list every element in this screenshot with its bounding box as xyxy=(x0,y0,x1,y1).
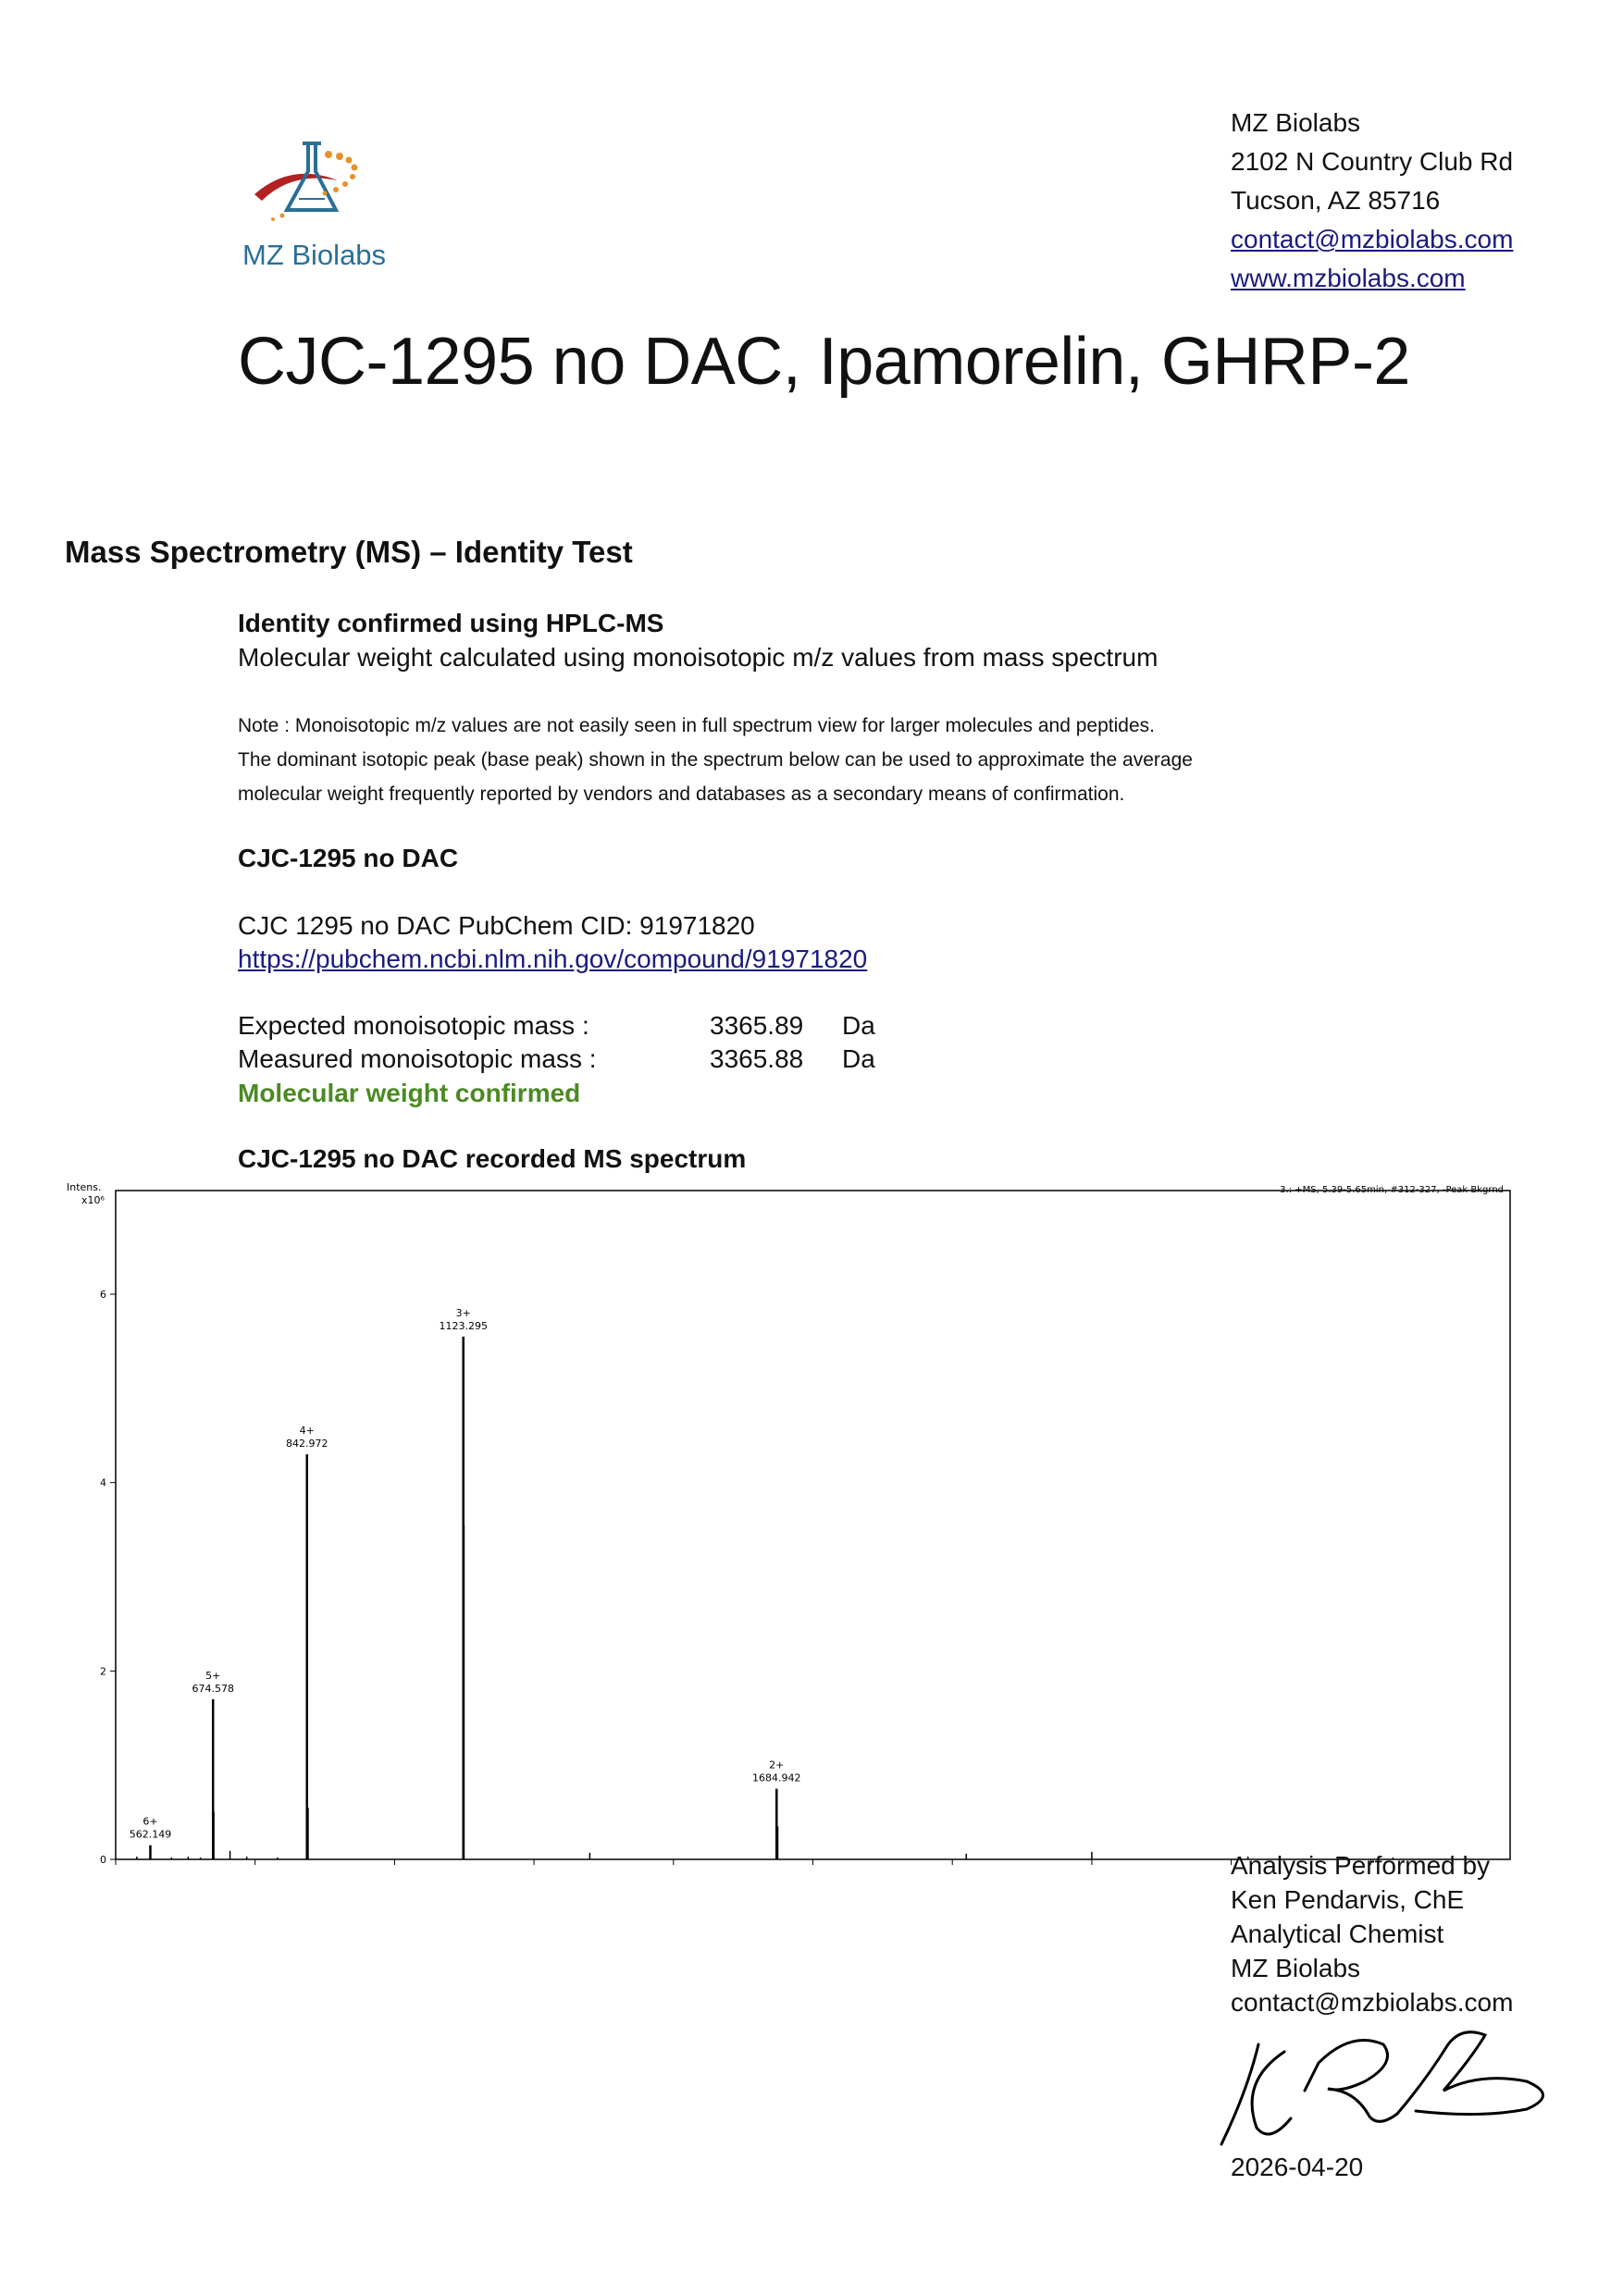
signoff-line: Analytical Chemist xyxy=(1231,1920,1444,1948)
note-line: The dominant isotopic peak (base peak) shown in the spectrum below can be used to approximate the average xyxy=(238,749,1193,771)
peak-charge-label: 2+ xyxy=(769,1759,785,1771)
peak-mz-label: 674.578 xyxy=(192,1682,234,1695)
expected-mass-unit: Da xyxy=(842,1011,875,1040)
y-axis-label-unit: x10⁶ xyxy=(81,1194,105,1206)
y-tick-label: 2 xyxy=(100,1665,106,1678)
signoff-line: Ken Pendarvis, ChE xyxy=(1231,1885,1465,1914)
spectrum-header-note: 3.: +MS, 5.39-5.65min, #312-327, -Peak Bkgrnd xyxy=(1280,1185,1504,1195)
measured-mass-label: Measured monoisotopic mass : xyxy=(238,1044,597,1073)
address-line: MZ Biolabs xyxy=(1231,108,1361,137)
email-link[interactable]: contact@mzbiolabs.com xyxy=(1231,225,1514,253)
y-tick-label: 4 xyxy=(100,1476,106,1489)
note-line: molecular weight frequently reported by vendors and databases as a secondary means of confirmation. xyxy=(238,784,1125,805)
method-heading: Identity confirmed using HPLC-MS xyxy=(238,609,664,637)
peak-mz-label: 842.972 xyxy=(285,1438,328,1450)
expected-mass-label: Expected monoisotopic mass : xyxy=(238,1011,589,1040)
spectrum-title: CJC-1295 no DAC recorded MS spectrum xyxy=(238,1144,747,1173)
confirmation-status: Molecular weight confirmed xyxy=(238,1079,581,1107)
y-tick-label: 0 xyxy=(100,1854,106,1866)
method-description: Molecular weight calculated using monoisotopic m/z values from mass spectrum xyxy=(238,643,1158,672)
peak-charge-label: 3+ xyxy=(455,1306,471,1319)
peak-charge-label: 5+ xyxy=(205,1669,221,1682)
ms-spectrum-svg xyxy=(65,1179,1513,1866)
signoff-line: Analysis Performed by xyxy=(1231,1851,1491,1880)
measured-mass-value: 3365.88 xyxy=(710,1044,804,1073)
pubchem-link[interactable]: https://pubchem.ncbi.nlm.nih.gov/compound/91971820 xyxy=(238,944,868,973)
y-axis-label: Intens. xyxy=(67,1181,102,1193)
ms-spectrum-chart xyxy=(65,1179,1513,1866)
address-line: Tucson, AZ 85716 xyxy=(1231,186,1441,215)
signoff-block xyxy=(1231,1848,1513,2019)
plot-frame xyxy=(116,1191,1510,1859)
signoff-line: contact@mzbiolabs.com xyxy=(1231,1988,1514,2017)
peak-mz-label: 1123.295 xyxy=(439,1319,488,1332)
address-block xyxy=(1231,104,1513,298)
pubchem-line: CJC 1295 no DAC PubChem CID: 91971820 xyxy=(238,911,755,940)
peak-mz-label: 562.149 xyxy=(129,1828,172,1841)
peak-charge-label: 6+ xyxy=(142,1815,158,1828)
note-line: Note : Monoisotopic m/z values are not easily seen in full spectrum view for larger molecules and peptides. xyxy=(238,715,1155,736)
logo-text: MZ Biolabs xyxy=(242,239,387,271)
measured-mass-unit: Da xyxy=(842,1044,875,1073)
handwritten-signature xyxy=(1203,2026,1573,2155)
y-tick-label: 6 xyxy=(100,1289,106,1302)
document-title: CJC-1295 no DAC, Ipamorelin, GHRP-2 xyxy=(238,325,1410,399)
expected-mass-value: 3365.89 xyxy=(710,1011,804,1040)
website-link[interactable]: www.mzbiolabs.com xyxy=(1231,264,1466,292)
peak-charge-label: 4+ xyxy=(299,1425,315,1438)
signoff-line: MZ Biolabs xyxy=(1231,1954,1361,1982)
peak-mz-label: 1684.942 xyxy=(752,1771,801,1784)
compound-heading: CJC-1295 no DAC xyxy=(238,844,459,872)
section-heading: Mass Spectrometry (MS) – Identity Test xyxy=(65,535,633,569)
address-line: 2102 N Country Club Rd xyxy=(1231,147,1514,176)
signoff-date: 2026-04-20 xyxy=(1231,2153,1364,2181)
